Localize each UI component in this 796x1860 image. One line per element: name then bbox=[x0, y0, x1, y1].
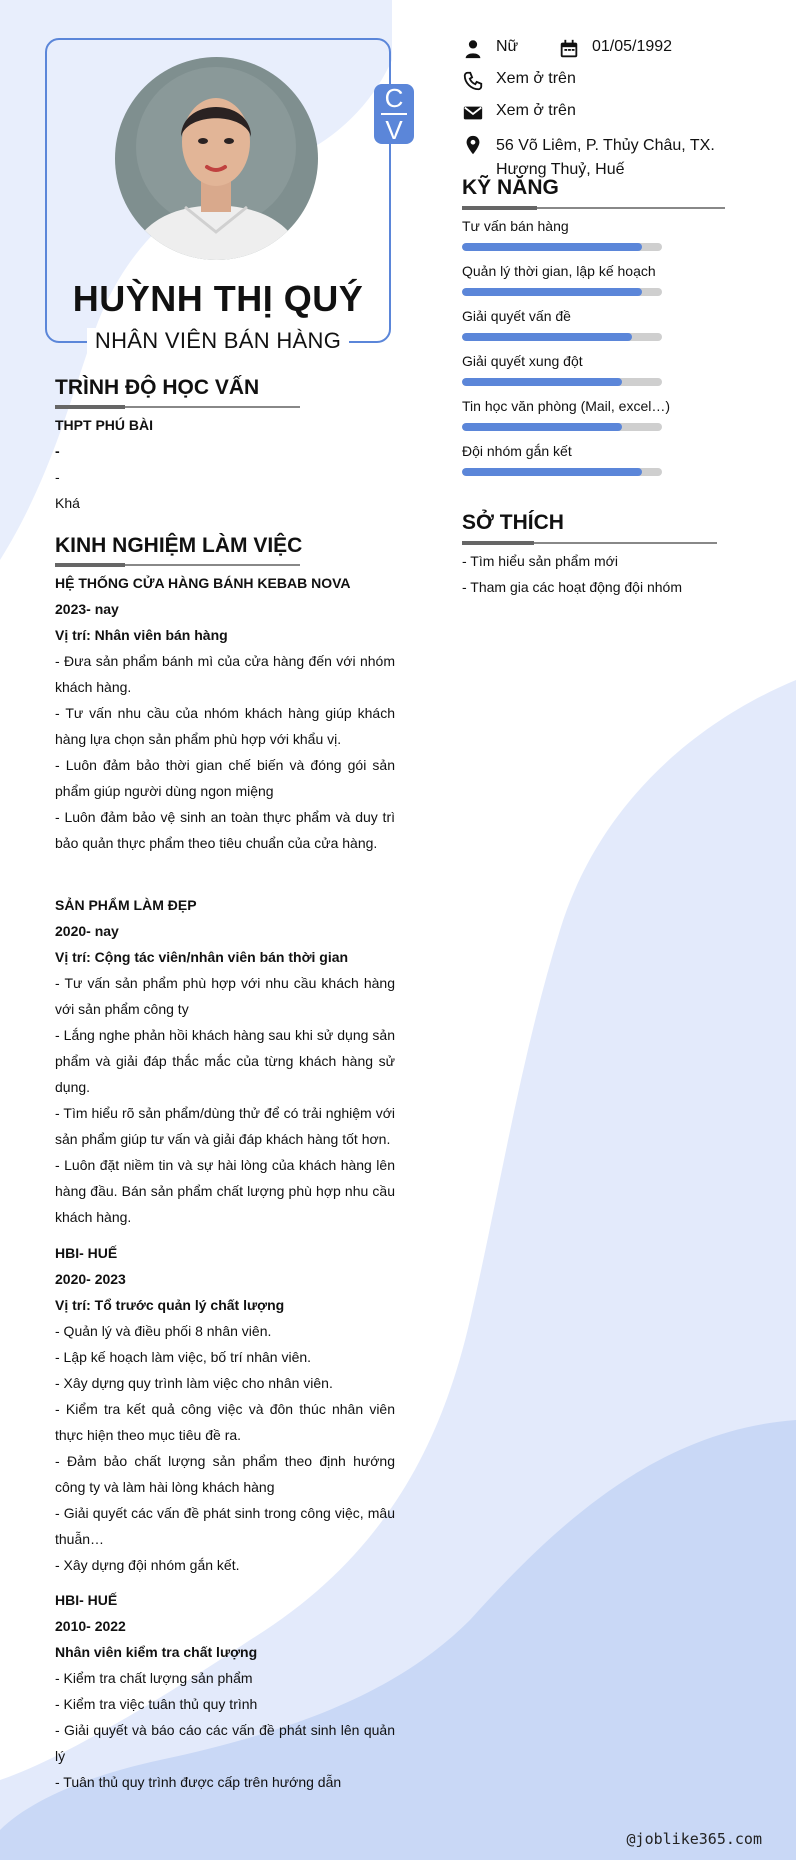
job-period: 2023- nay bbox=[55, 601, 119, 617]
education-heading: TRÌNH ĐỘ HỌC VẤN bbox=[55, 376, 260, 399]
skill-label: Giải quyết vấn đề bbox=[462, 308, 571, 324]
job-duty: - Tư vấn sản phẩm phù hợp với nhu cầu khách hàng với sản phẩm công ty bbox=[55, 975, 395, 1017]
experience-heading-rule bbox=[55, 564, 300, 566]
skill-level-bar bbox=[462, 378, 662, 386]
hobbies-heading: SỞ THÍCH bbox=[462, 511, 564, 534]
profile-photo bbox=[115, 57, 318, 260]
job-duty: - Quản lý và điều phối 8 nhân viên. bbox=[55, 1323, 272, 1339]
job-duty: - Đưa sản phẩm bánh mì của cửa hàng đến với nhóm khách hàng. bbox=[55, 653, 395, 695]
hobby-item: - Tìm hiểu sản phẩm mới bbox=[462, 553, 618, 569]
skill-level-bar bbox=[462, 468, 662, 476]
job-period: 2020- nay bbox=[55, 923, 119, 939]
hobby-item: - Tham gia các hoạt động đội nhóm bbox=[462, 579, 682, 595]
education-section bbox=[55, 412, 395, 516]
skill-label: Giải quyết xung đột bbox=[462, 353, 583, 369]
footer-watermark: @joblike365.com bbox=[626, 1830, 762, 1848]
job-entry bbox=[55, 570, 395, 856]
envelope-icon bbox=[462, 102, 484, 124]
education-line: - bbox=[55, 443, 60, 459]
job-position: Vị trí: Cộng tác viên/nhân viên bán thời gian bbox=[55, 949, 349, 965]
skill-level-bar bbox=[462, 288, 662, 296]
school-name: THPT PHÚ BÀI bbox=[55, 417, 153, 433]
job-period: 2010- 2022 bbox=[55, 1618, 126, 1634]
skill-level-fill bbox=[462, 378, 622, 386]
cv-letter-c: C bbox=[384, 83, 404, 113]
job-duty: - Kiểm tra việc tuân thủ quy trình bbox=[55, 1696, 258, 1712]
job-position: Vị trí: Tổ trước quản lý chất lượng bbox=[55, 1297, 285, 1313]
birthday-value: 01/05/1992 bbox=[592, 38, 673, 55]
job-duty: - Kiểm tra chất lượng sản phẩm bbox=[55, 1670, 253, 1686]
contact-address bbox=[462, 134, 715, 182]
skill-level-bar bbox=[462, 243, 662, 251]
skill-level-fill bbox=[462, 468, 642, 476]
job-entry bbox=[55, 1587, 395, 1795]
candidate-name: HUỲNH THỊ QUÝ bbox=[72, 278, 364, 319]
job-duty: - Luôn đảm bảo thời gian chế biến và đóng gói sản phẩm giúp người dùng ngon miệng bbox=[55, 757, 395, 799]
job-period: 2020- 2023 bbox=[55, 1271, 126, 1287]
skills-heading-rule bbox=[462, 207, 725, 209]
person-icon bbox=[462, 38, 484, 60]
education-line: - bbox=[55, 469, 60, 485]
job-position: Vị trí: Nhân viên bán hàng bbox=[55, 627, 228, 643]
education-heading-rule bbox=[55, 406, 300, 408]
experience-heading: KINH NGHIỆM LÀM VIỆC bbox=[55, 534, 303, 557]
job-company: HBI- HUẾ bbox=[55, 1592, 118, 1608]
job-duty: - Luôn đặt niềm tin và sự hài lòng của khách hàng lên hàng đầu. Bán sản phẩm chất lượng phù hợp nhu cầu khách hàng. bbox=[55, 1157, 395, 1225]
education-grade: Khá bbox=[55, 495, 80, 511]
contact-birthday bbox=[558, 38, 672, 60]
map-pin-icon bbox=[462, 134, 484, 156]
job-company: HBI- HUẾ bbox=[55, 1245, 118, 1261]
skill-label: Quản lý thời gian, lập kế hoạch bbox=[462, 263, 656, 279]
job-duty: - Tuân thủ quy trình được cấp trên hướng dẫn bbox=[55, 1774, 342, 1790]
contact-email bbox=[462, 102, 576, 124]
job-duty: - Tư vấn nhu cầu của nhóm khách hàng giúp khách hàng lựa chọn sản phẩm phù hợp với khẩu vị. bbox=[55, 705, 395, 747]
job-duty: - Xây dựng quy trình làm việc cho nhân viên. bbox=[55, 1375, 333, 1391]
job-duty: - Giải quyết và báo cáo các vấn đề phát sinh lên quản lý bbox=[55, 1722, 395, 1764]
phone-icon bbox=[462, 70, 484, 92]
job-duty: - Lắng nghe phản hồi khách hàng sau khi sử dụng sản phẩm và giải đáp thắc mắc của từng khách hàng sử dụng. bbox=[55, 1027, 395, 1095]
job-duty: - Đảm bảo chất lượng sản phẩm theo định hướng công ty và làm hài lòng khách hàng bbox=[55, 1453, 395, 1495]
job-entry bbox=[55, 1240, 395, 1578]
address-line-2: Hương Thuỷ, Huế bbox=[496, 161, 625, 178]
skills-heading: KỸ NĂNG bbox=[462, 176, 559, 199]
job-position: Nhân viên kiểm tra chất lượng bbox=[55, 1644, 258, 1660]
skill-level-fill bbox=[462, 288, 642, 296]
skill-level-fill bbox=[462, 333, 632, 341]
job-duty: - Luôn đảm bảo vệ sinh an toàn thực phẩm và duy trì bảo quản thực phẩm theo tiêu chuẩn của cửa hàng. bbox=[55, 809, 395, 851]
gender-value: Nữ bbox=[496, 38, 519, 55]
phone-value: Xem ở trên bbox=[496, 70, 576, 87]
job-duty: - Kiểm tra kết quả công việc và đôn thúc nhân viên thực hiện theo mục tiêu đề ra. bbox=[55, 1401, 395, 1443]
skill-label: Đội nhóm gắn kết bbox=[462, 443, 572, 459]
contact-phone bbox=[462, 70, 576, 92]
job-duty: - Giải quyết các vấn đề phát sinh trong công việc, mâu thuẫn… bbox=[55, 1505, 395, 1547]
cv-letter-v: V bbox=[385, 115, 403, 145]
calendar-icon bbox=[558, 38, 580, 60]
skill-label: Tin học văn phòng (Mail, excel…) bbox=[462, 398, 671, 414]
skill-label: Tư vấn bán hàng bbox=[462, 218, 569, 234]
hobbies-heading-rule bbox=[462, 542, 717, 544]
job-duty: - Xây dựng đội nhóm gắn kết. bbox=[55, 1557, 240, 1573]
skill-level-fill bbox=[462, 243, 642, 251]
job-entry bbox=[55, 892, 395, 1230]
skill-level-bar bbox=[462, 423, 662, 431]
address-line-1: 56 Võ Liêm, P. Thủy Châu, TX. bbox=[496, 137, 715, 154]
email-value: Xem ở trên bbox=[496, 102, 576, 119]
job-duty: - Lập kế hoạch làm việc, bố trí nhân viên. bbox=[55, 1349, 312, 1365]
contact-gender bbox=[462, 38, 518, 60]
skill-level-fill bbox=[462, 423, 622, 431]
job-company: SẢN PHẨM LÀM ĐẸP bbox=[55, 897, 197, 913]
job-title-text: NHÂN VIÊN BÁN HÀNG bbox=[87, 328, 349, 353]
job-company: HỆ THỐNG CỬA HÀNG BÁNH KEBAB NOVA bbox=[55, 575, 351, 591]
job-title bbox=[45, 328, 391, 354]
cv-badge bbox=[374, 84, 414, 144]
skill-level-bar bbox=[462, 333, 662, 341]
job-duty: - Tìm hiểu rõ sản phẩm/dùng thử để có trải nghiệm với sản phẩm giúp tư vấn và giải đáp khách hàng tốt hơn. bbox=[55, 1105, 395, 1147]
